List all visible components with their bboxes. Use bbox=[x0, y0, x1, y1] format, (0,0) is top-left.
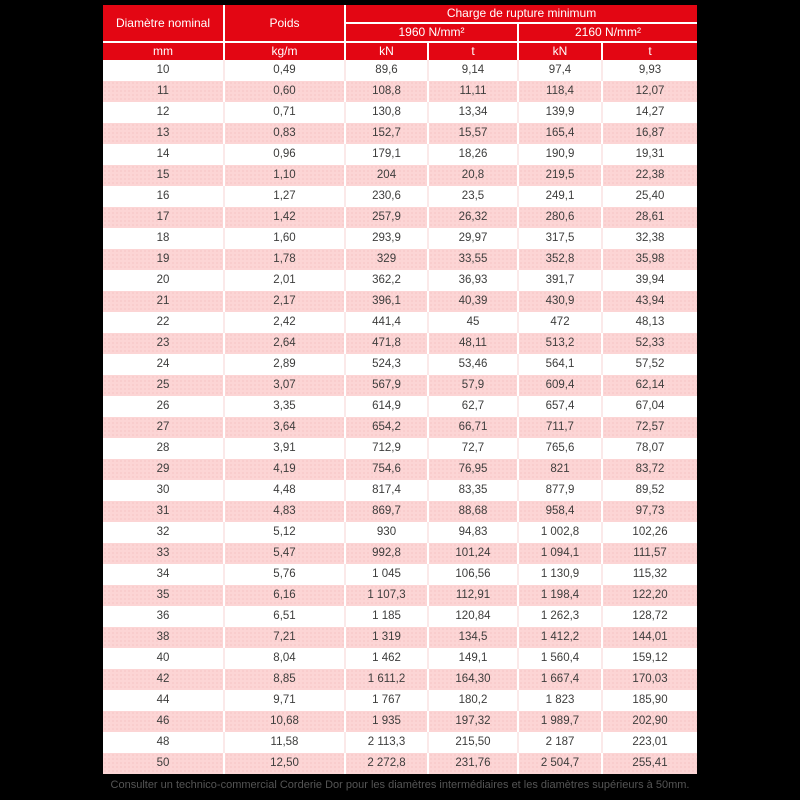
cell: 97,4 bbox=[519, 60, 603, 81]
cell: 524,3 bbox=[346, 354, 429, 375]
cell: 17 bbox=[103, 207, 225, 228]
cell: 159,12 bbox=[603, 648, 697, 669]
unit-t-2160: t bbox=[603, 43, 697, 60]
cell: 9,14 bbox=[429, 60, 519, 81]
table-row bbox=[103, 585, 697, 606]
table-row bbox=[103, 438, 697, 459]
cell: 4,19 bbox=[225, 459, 346, 480]
cell: 1,60 bbox=[225, 228, 346, 249]
cell: 32 bbox=[103, 522, 225, 543]
cell: 352,8 bbox=[519, 249, 603, 270]
table-row bbox=[103, 249, 697, 270]
cell: 19 bbox=[103, 249, 225, 270]
cell: 958,4 bbox=[519, 501, 603, 522]
cell: 930 bbox=[346, 522, 429, 543]
cell: 72,7 bbox=[429, 438, 519, 459]
cell: 0,60 bbox=[225, 81, 346, 102]
unit-kg-m: kg/m bbox=[225, 43, 346, 60]
cell: 62,7 bbox=[429, 396, 519, 417]
cell: 185,90 bbox=[603, 690, 697, 711]
cell: 11 bbox=[103, 81, 225, 102]
cell: 89,52 bbox=[603, 480, 697, 501]
cell: 765,6 bbox=[519, 438, 603, 459]
cell: 10 bbox=[103, 60, 225, 81]
cell: 1,10 bbox=[225, 165, 346, 186]
cell: 31 bbox=[103, 501, 225, 522]
cell: 34 bbox=[103, 564, 225, 585]
cell: 32,38 bbox=[603, 228, 697, 249]
cell: 567,9 bbox=[346, 375, 429, 396]
cell: 4,83 bbox=[225, 501, 346, 522]
breaking-load-table bbox=[103, 5, 697, 774]
table-row bbox=[103, 291, 697, 312]
cell: 72,57 bbox=[603, 417, 697, 438]
cell: 9,71 bbox=[225, 690, 346, 711]
cell: 45 bbox=[429, 312, 519, 333]
cell: 40,39 bbox=[429, 291, 519, 312]
breaking-load-panel bbox=[103, 5, 697, 791]
cell: 3,91 bbox=[225, 438, 346, 459]
cell: 36,93 bbox=[429, 270, 519, 291]
cell: 48,11 bbox=[429, 333, 519, 354]
cell: 13,34 bbox=[429, 102, 519, 123]
cell: 26,32 bbox=[429, 207, 519, 228]
cell: 317,5 bbox=[519, 228, 603, 249]
cell: 1 319 bbox=[346, 627, 429, 648]
table-row bbox=[103, 480, 697, 501]
cell: 144,01 bbox=[603, 627, 697, 648]
table-row bbox=[103, 144, 697, 165]
cell: 257,9 bbox=[346, 207, 429, 228]
cell: 108,8 bbox=[346, 81, 429, 102]
cell: 40 bbox=[103, 648, 225, 669]
cell: 654,2 bbox=[346, 417, 429, 438]
cell: 26 bbox=[103, 396, 225, 417]
cell: 89,6 bbox=[346, 60, 429, 81]
header-row-units bbox=[103, 43, 697, 60]
cell: 165,4 bbox=[519, 123, 603, 144]
cell: 0,83 bbox=[225, 123, 346, 144]
cell: 230,6 bbox=[346, 186, 429, 207]
cell: 83,35 bbox=[429, 480, 519, 501]
cell: 564,1 bbox=[519, 354, 603, 375]
table-row bbox=[103, 669, 697, 690]
unit-t-1960: t bbox=[429, 43, 519, 60]
cell: 48 bbox=[103, 732, 225, 753]
cell: 66,71 bbox=[429, 417, 519, 438]
table-row bbox=[103, 186, 697, 207]
table-row bbox=[103, 60, 697, 81]
cell: 8,04 bbox=[225, 648, 346, 669]
cell: 35,98 bbox=[603, 249, 697, 270]
table-header bbox=[103, 5, 697, 60]
cell: 76,95 bbox=[429, 459, 519, 480]
cell: 39,94 bbox=[603, 270, 697, 291]
cell: 430,9 bbox=[519, 291, 603, 312]
table-row bbox=[103, 228, 697, 249]
cell: 0,71 bbox=[225, 102, 346, 123]
cell: 197,32 bbox=[429, 711, 519, 732]
cell: 249,1 bbox=[519, 186, 603, 207]
cell: 712,9 bbox=[346, 438, 429, 459]
table-row bbox=[103, 375, 697, 396]
cell: 293,9 bbox=[346, 228, 429, 249]
cell: 57,9 bbox=[429, 375, 519, 396]
cell: 11,58 bbox=[225, 732, 346, 753]
cell: 18 bbox=[103, 228, 225, 249]
cell: 15 bbox=[103, 165, 225, 186]
header-grade-1960: 1960 N/mm² bbox=[346, 24, 519, 43]
cell: 1,78 bbox=[225, 249, 346, 270]
cell: 139,9 bbox=[519, 102, 603, 123]
cell: 44 bbox=[103, 690, 225, 711]
cell: 12,50 bbox=[225, 753, 346, 774]
cell: 43,94 bbox=[603, 291, 697, 312]
table-row bbox=[103, 165, 697, 186]
cell: 3,07 bbox=[225, 375, 346, 396]
cell: 13 bbox=[103, 123, 225, 144]
cell: 223,01 bbox=[603, 732, 697, 753]
cell: 120,84 bbox=[429, 606, 519, 627]
cell: 1 262,3 bbox=[519, 606, 603, 627]
cell: 25,40 bbox=[603, 186, 697, 207]
cell: 42 bbox=[103, 669, 225, 690]
cell: 128,72 bbox=[603, 606, 697, 627]
cell: 50 bbox=[103, 753, 225, 774]
cell: 1 002,8 bbox=[519, 522, 603, 543]
table-row bbox=[103, 732, 697, 753]
cell: 22 bbox=[103, 312, 225, 333]
cell: 28 bbox=[103, 438, 225, 459]
cell: 149,1 bbox=[429, 648, 519, 669]
cell: 164,30 bbox=[429, 669, 519, 690]
header-row-groups bbox=[103, 5, 697, 24]
cell: 21 bbox=[103, 291, 225, 312]
cell: 1 560,4 bbox=[519, 648, 603, 669]
cell: 2 272,8 bbox=[346, 753, 429, 774]
cell: 101,24 bbox=[429, 543, 519, 564]
cell: 11,11 bbox=[429, 81, 519, 102]
cell: 27 bbox=[103, 417, 225, 438]
cell: 20,8 bbox=[429, 165, 519, 186]
cell: 33,55 bbox=[429, 249, 519, 270]
cell: 1 611,2 bbox=[346, 669, 429, 690]
cell: 14 bbox=[103, 144, 225, 165]
cell: 22,38 bbox=[603, 165, 697, 186]
cell: 441,4 bbox=[346, 312, 429, 333]
cell: 1 935 bbox=[346, 711, 429, 732]
table-row bbox=[103, 606, 697, 627]
cell: 1 667,4 bbox=[519, 669, 603, 690]
table-row bbox=[103, 501, 697, 522]
cell: 1 412,2 bbox=[519, 627, 603, 648]
cell: 14,27 bbox=[603, 102, 697, 123]
table-row bbox=[103, 396, 697, 417]
cell: 112,91 bbox=[429, 585, 519, 606]
header-charge-rupture: Charge de rupture minimum bbox=[346, 5, 697, 24]
cell: 36 bbox=[103, 606, 225, 627]
cell: 53,46 bbox=[429, 354, 519, 375]
cell: 231,76 bbox=[429, 753, 519, 774]
cell: 3,35 bbox=[225, 396, 346, 417]
footer-note: Consulter un technico-commercial Corderie Dor pour les diamètres intermédiaires et les diamètres supérieurs à 50mm. bbox=[110, 779, 690, 791]
cell: 106,56 bbox=[429, 564, 519, 585]
cell: 8,85 bbox=[225, 669, 346, 690]
cell: 877,9 bbox=[519, 480, 603, 501]
table-row bbox=[103, 459, 697, 480]
cell: 5,12 bbox=[225, 522, 346, 543]
cell: 48,13 bbox=[603, 312, 697, 333]
cell: 52,33 bbox=[603, 333, 697, 354]
cell: 2 187 bbox=[519, 732, 603, 753]
cell: 1 823 bbox=[519, 690, 603, 711]
cell: 5,47 bbox=[225, 543, 346, 564]
cell: 62,14 bbox=[603, 375, 697, 396]
table-body bbox=[103, 60, 697, 774]
table-row bbox=[103, 102, 697, 123]
cell: 1 989,7 bbox=[519, 711, 603, 732]
cell: 6,51 bbox=[225, 606, 346, 627]
table-row bbox=[103, 753, 697, 774]
cell: 94,83 bbox=[429, 522, 519, 543]
cell: 130,8 bbox=[346, 102, 429, 123]
table-row bbox=[103, 354, 697, 375]
cell: 28,61 bbox=[603, 207, 697, 228]
cell: 6,16 bbox=[225, 585, 346, 606]
cell: 16 bbox=[103, 186, 225, 207]
cell: 1,27 bbox=[225, 186, 346, 207]
cell: 38 bbox=[103, 627, 225, 648]
cell: 23 bbox=[103, 333, 225, 354]
cell: 817,4 bbox=[346, 480, 429, 501]
cell: 102,26 bbox=[603, 522, 697, 543]
cell: 180,2 bbox=[429, 690, 519, 711]
table-row bbox=[103, 690, 697, 711]
header-grade-2160: 2160 N/mm² bbox=[519, 24, 697, 43]
cell: 1 094,1 bbox=[519, 543, 603, 564]
cell: 25 bbox=[103, 375, 225, 396]
cell: 4,48 bbox=[225, 480, 346, 501]
cell: 472 bbox=[519, 312, 603, 333]
cell: 190,9 bbox=[519, 144, 603, 165]
cell: 19,31 bbox=[603, 144, 697, 165]
cell: 992,8 bbox=[346, 543, 429, 564]
cell: 115,32 bbox=[603, 564, 697, 585]
cell: 67,04 bbox=[603, 396, 697, 417]
table-row bbox=[103, 123, 697, 144]
unit-mm: mm bbox=[103, 43, 225, 60]
cell: 29,97 bbox=[429, 228, 519, 249]
cell: 362,2 bbox=[346, 270, 429, 291]
cell: 329 bbox=[346, 249, 429, 270]
table-row bbox=[103, 81, 697, 102]
cell: 215,50 bbox=[429, 732, 519, 753]
cell: 0,49 bbox=[225, 60, 346, 81]
table-row bbox=[103, 711, 697, 732]
table-row bbox=[103, 333, 697, 354]
cell: 83,72 bbox=[603, 459, 697, 480]
cell: 12 bbox=[103, 102, 225, 123]
cell: 821 bbox=[519, 459, 603, 480]
cell: 152,7 bbox=[346, 123, 429, 144]
cell: 179,1 bbox=[346, 144, 429, 165]
table-row bbox=[103, 270, 697, 291]
cell: 3,64 bbox=[225, 417, 346, 438]
cell: 255,41 bbox=[603, 753, 697, 774]
cell: 280,6 bbox=[519, 207, 603, 228]
cell: 46 bbox=[103, 711, 225, 732]
cell: 1 130,9 bbox=[519, 564, 603, 585]
cell: 118,4 bbox=[519, 81, 603, 102]
header-diametre-nominal: Diamètre nominal bbox=[103, 5, 225, 43]
cell: 16,87 bbox=[603, 123, 697, 144]
cell: 10,68 bbox=[225, 711, 346, 732]
cell: 23,5 bbox=[429, 186, 519, 207]
cell: 609,4 bbox=[519, 375, 603, 396]
cell: 30 bbox=[103, 480, 225, 501]
cell: 29 bbox=[103, 459, 225, 480]
cell: 471,8 bbox=[346, 333, 429, 354]
table-row bbox=[103, 543, 697, 564]
cell: 1,42 bbox=[225, 207, 346, 228]
cell: 2,01 bbox=[225, 270, 346, 291]
cell: 0,96 bbox=[225, 144, 346, 165]
cell: 204 bbox=[346, 165, 429, 186]
table-row bbox=[103, 207, 697, 228]
table-row bbox=[103, 417, 697, 438]
cell: 2,89 bbox=[225, 354, 346, 375]
cell: 35 bbox=[103, 585, 225, 606]
cell: 7,21 bbox=[225, 627, 346, 648]
cell: 1 462 bbox=[346, 648, 429, 669]
unit-kn-2160: kN bbox=[519, 43, 603, 60]
table-row bbox=[103, 312, 697, 333]
cell: 78,07 bbox=[603, 438, 697, 459]
cell: 122,20 bbox=[603, 585, 697, 606]
table-row bbox=[103, 564, 697, 585]
cell: 57,52 bbox=[603, 354, 697, 375]
cell: 24 bbox=[103, 354, 225, 375]
cell: 134,5 bbox=[429, 627, 519, 648]
cell: 1 185 bbox=[346, 606, 429, 627]
table-row bbox=[103, 627, 697, 648]
cell: 614,9 bbox=[346, 396, 429, 417]
cell: 2,64 bbox=[225, 333, 346, 354]
cell: 869,7 bbox=[346, 501, 429, 522]
cell: 97,73 bbox=[603, 501, 697, 522]
cell: 2 504,7 bbox=[519, 753, 603, 774]
cell: 170,03 bbox=[603, 669, 697, 690]
cell: 391,7 bbox=[519, 270, 603, 291]
cell: 513,2 bbox=[519, 333, 603, 354]
cell: 9,93 bbox=[603, 60, 697, 81]
cell: 711,7 bbox=[519, 417, 603, 438]
cell: 657,4 bbox=[519, 396, 603, 417]
cell: 5,76 bbox=[225, 564, 346, 585]
cell: 202,90 bbox=[603, 711, 697, 732]
cell: 88,68 bbox=[429, 501, 519, 522]
cell: 18,26 bbox=[429, 144, 519, 165]
cell: 111,57 bbox=[603, 543, 697, 564]
cell: 33 bbox=[103, 543, 225, 564]
cell: 754,6 bbox=[346, 459, 429, 480]
cell: 20 bbox=[103, 270, 225, 291]
cell: 1 767 bbox=[346, 690, 429, 711]
table-row bbox=[103, 522, 697, 543]
cell: 15,57 bbox=[429, 123, 519, 144]
cell: 1 045 bbox=[346, 564, 429, 585]
cell: 2 113,3 bbox=[346, 732, 429, 753]
cell: 2,17 bbox=[225, 291, 346, 312]
cell: 2,42 bbox=[225, 312, 346, 333]
cell: 1 107,3 bbox=[346, 585, 429, 606]
unit-kn-1960: kN bbox=[346, 43, 429, 60]
cell: 1 198,4 bbox=[519, 585, 603, 606]
table-row bbox=[103, 648, 697, 669]
header-poids: Poids bbox=[225, 5, 346, 43]
cell: 12,07 bbox=[603, 81, 697, 102]
cell: 396,1 bbox=[346, 291, 429, 312]
cell: 219,5 bbox=[519, 165, 603, 186]
